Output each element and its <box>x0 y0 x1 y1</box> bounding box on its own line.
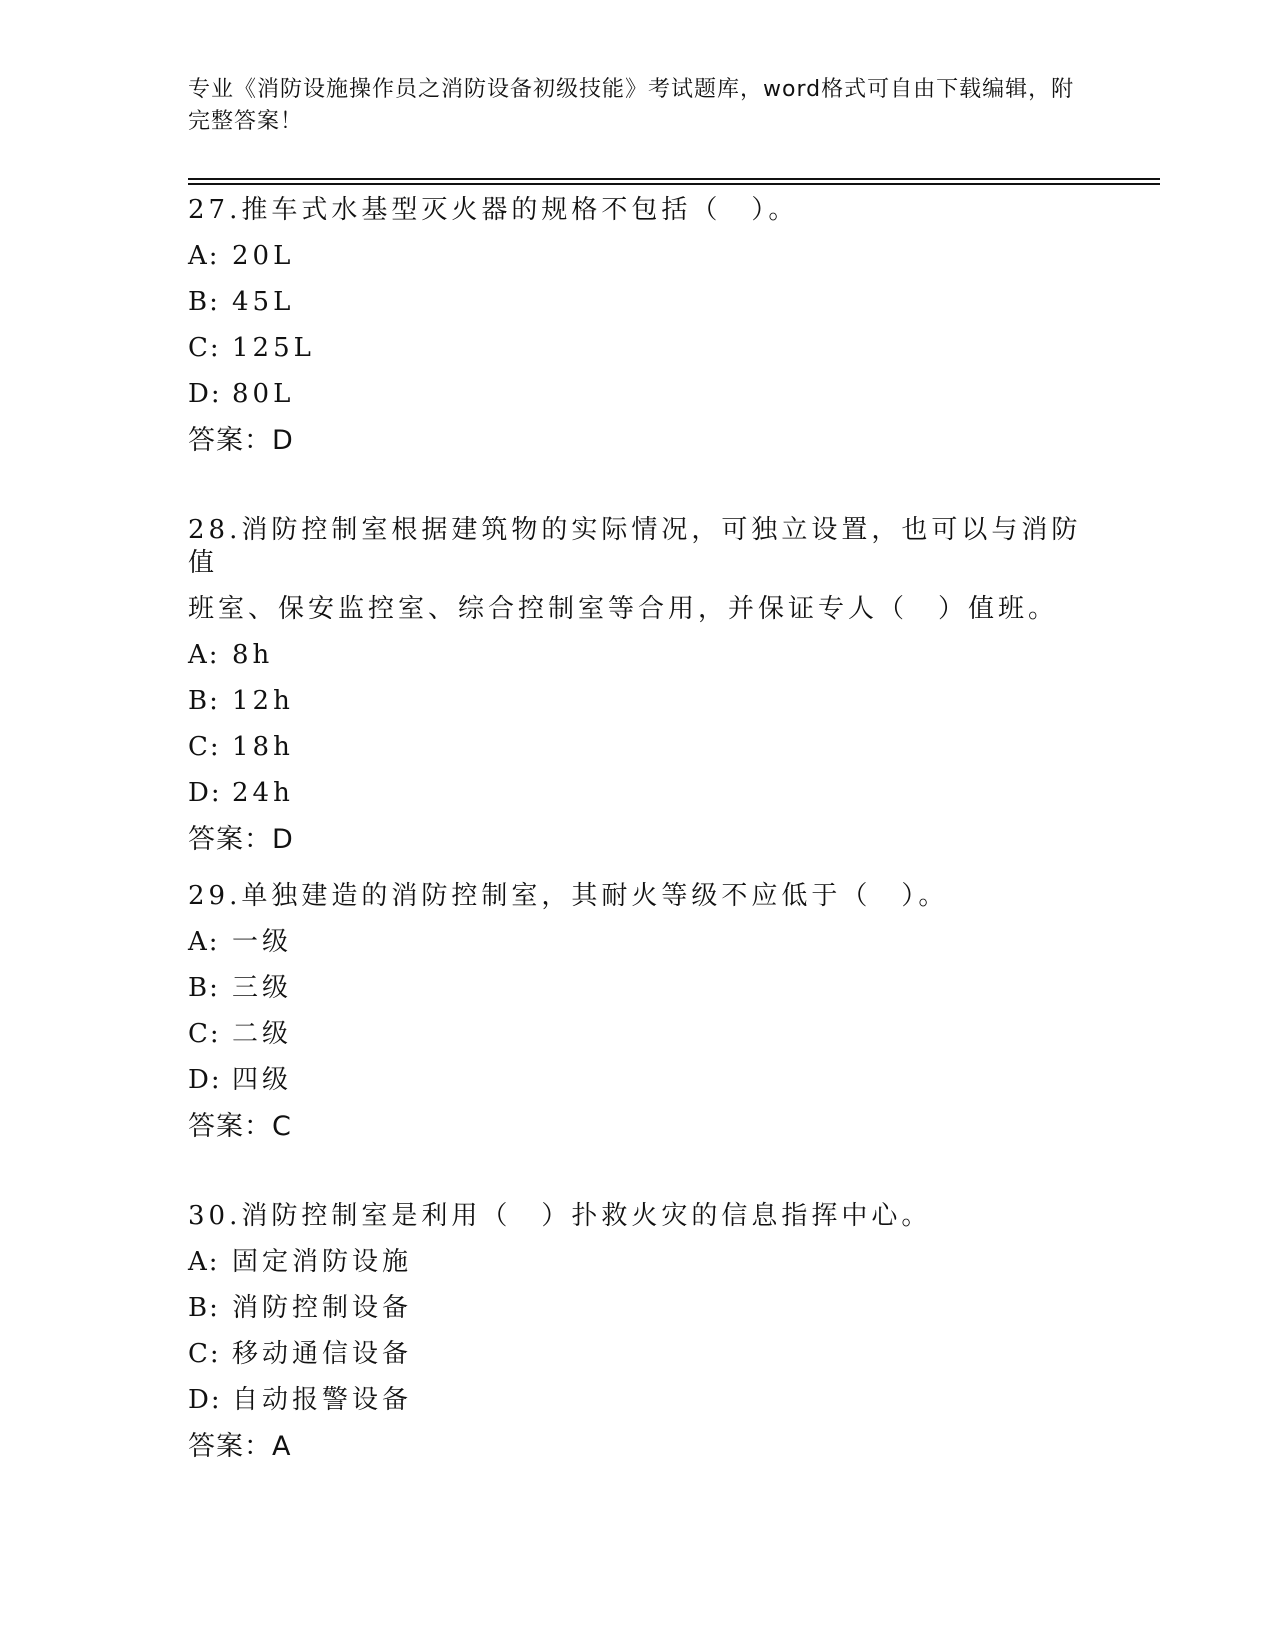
option-letter: C: <box>188 732 221 762</box>
header-divider-top <box>188 178 1160 180</box>
option-d <box>188 378 1088 424</box>
option-c <box>188 1338 1088 1384</box>
option-a <box>188 1246 1088 1292</box>
option-b <box>188 286 1088 332</box>
option-b <box>188 685 1088 731</box>
option-b <box>188 1292 1088 1338</box>
question-stem: 30.消防控制室是利用（ ）扑救火灾的信息指挥中心。 <box>188 1201 932 1231</box>
document-intro: 专业《消防设施操作员之消防设备初级技能》考试题库，word格式可自由下载编辑，附完整答案！ <box>188 77 1075 134</box>
option-letter: D: <box>188 1065 222 1095</box>
question-30 <box>188 1200 1088 1463</box>
option-a <box>188 639 1088 685</box>
question-stem-line-1: 28.消防控制室根据建筑物的实际情况，可独立设置，也可以与消防值 <box>188 515 1082 578</box>
option-d <box>188 777 1088 823</box>
option-letter: A: <box>188 927 220 957</box>
option-letter: B: <box>188 973 220 1003</box>
option-text: 24h <box>232 778 294 808</box>
option-letter: A: <box>188 1247 220 1277</box>
option-letter: D: <box>188 1385 222 1415</box>
option-a <box>188 926 1088 972</box>
answer-label: 答案：C <box>188 1111 292 1142</box>
option-c <box>188 731 1088 777</box>
question-29 <box>188 880 1088 1143</box>
option-text: 18h <box>232 732 294 762</box>
option-letter: C: <box>188 333 221 363</box>
option-text: 自动报警设备 <box>232 1385 413 1415</box>
option-d <box>188 1064 1088 1110</box>
option-b <box>188 972 1088 1018</box>
option-letter: A: <box>188 640 220 670</box>
option-letter: D: <box>188 778 222 808</box>
answer-label: 答案：D <box>188 824 294 855</box>
question-27 <box>188 194 1088 457</box>
option-letter: A: <box>188 241 220 271</box>
option-text: 一级 <box>232 927 293 957</box>
option-text: 四级 <box>232 1065 293 1095</box>
option-letter: B: <box>188 287 220 317</box>
option-letter: C: <box>188 1019 221 1049</box>
option-letter: D: <box>188 379 222 409</box>
option-text: 80L <box>232 379 295 409</box>
option-text: 12h <box>232 686 294 716</box>
option-c <box>188 1018 1088 1064</box>
question-stem: 27.推车式水基型灭火器的规格不包括（ ）。 <box>188 195 799 225</box>
answer-label: 答案：A <box>188 1431 292 1462</box>
header-divider-bottom <box>188 183 1160 185</box>
question-28 <box>188 514 1088 856</box>
option-text: 8h <box>232 640 274 670</box>
option-text: 45L <box>232 287 295 317</box>
question-stem: 29.单独建造的消防控制室，其耐火等级不应低于（ ）。 <box>188 881 949 911</box>
option-text: 20L <box>232 241 295 271</box>
answer-label: 答案：D <box>188 425 294 456</box>
option-d <box>188 1384 1088 1430</box>
option-text: 三级 <box>232 973 293 1003</box>
option-text: 125L <box>232 333 315 363</box>
option-text: 固定消防设施 <box>232 1247 413 1277</box>
option-c <box>188 332 1088 378</box>
option-a <box>188 240 1088 286</box>
option-text: 消防控制设备 <box>232 1293 413 1323</box>
option-text: 移动通信设备 <box>232 1339 413 1369</box>
option-letter: B: <box>188 686 220 716</box>
option-letter: B: <box>188 1293 220 1323</box>
option-text: 二级 <box>232 1019 293 1049</box>
question-stem-line-2: 班室、保安监控室、综合控制室等合用，并保证专人（ ）值班。 <box>188 594 1059 624</box>
option-letter: C: <box>188 1339 221 1369</box>
